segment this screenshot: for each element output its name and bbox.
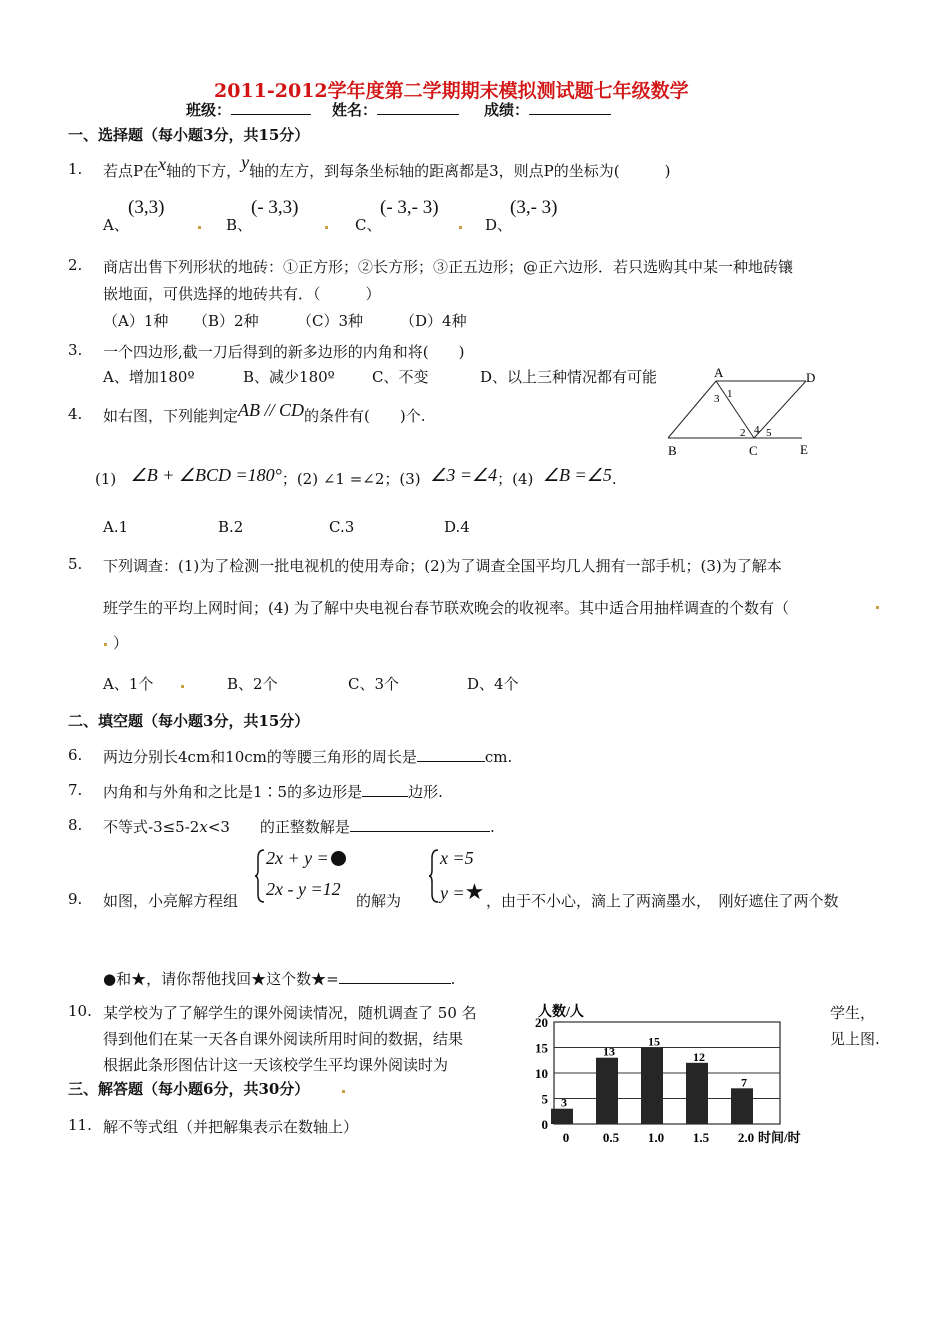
q4-number: 4. [68, 405, 83, 423]
section-fill-heading: 二、填空题（每小题3分，共15分） [68, 712, 310, 730]
q9-line2: ●和★，请你帮他找回★这个数★= . [103, 970, 456, 988]
q5-line2: 班学生的平均上网时间；(4) 为了解中央电视台春节联欢晚会的收视率。其中适合用抽样调查的个数有（ [103, 599, 790, 617]
q9-text-end: ，由于不小心，滴上了两滴墨水， 刚好遮住了两个数 [486, 892, 839, 910]
chart-y-tick-label: 10 [535, 1066, 548, 1081]
chart-bar [596, 1058, 618, 1124]
chart-data-label: 3 [561, 1095, 567, 1110]
chart-bars [551, 1035, 754, 1146]
q2-line1: 商店出售下列形状的地砖：①正方形；②长方形；③正五边形；@正六边形．若只选购其中某一种地砖镶 [103, 258, 794, 276]
q2-option-a[interactable]: （A）1种 [103, 312, 169, 330]
ink-dot [459, 226, 462, 229]
chart-data-label: 15 [648, 1034, 660, 1049]
q9-answer-blank[interactable] [339, 969, 451, 984]
name-label: 姓名： [332, 101, 378, 119]
q5-option-a[interactable]: A、1个 [103, 675, 154, 693]
score-field [484, 99, 611, 120]
ink-dot [325, 226, 328, 229]
label-a: A [714, 366, 724, 380]
q11-text: 解不等式组（并把解集表示在数轴上） [103, 1118, 359, 1136]
angle-label-5: 5 [766, 427, 772, 439]
class-blank[interactable] [231, 100, 311, 115]
angle-label-1: 1 [727, 388, 733, 400]
class-label: 班级： [186, 101, 232, 119]
chart-y-tick-label: 20 [535, 1015, 548, 1030]
ink-dot [198, 226, 201, 229]
q9-equation-2: 2x - y =12 [266, 879, 341, 899]
q9-text-mid: 的解为 [356, 892, 402, 910]
left-brace-icon [254, 848, 266, 904]
q1-option-a-value: (3,3) [128, 197, 165, 218]
q10-line1-tail: 学生， [830, 1004, 876, 1022]
chart-data-label: 12 [693, 1049, 705, 1064]
q1-option-d-value: (3,- 3) [510, 197, 558, 218]
q2-number: 2. [68, 256, 83, 274]
label-d: D [806, 370, 816, 385]
line-ab [668, 381, 716, 438]
q3-option-c[interactable]: C、不变 [372, 368, 429, 386]
q9-number: 9. [68, 890, 83, 908]
angle-label-3: 3 [714, 393, 720, 405]
chart-y-axis-title: 人数/人 [538, 1005, 584, 1020]
page-title: 2011-2012学年度第二学期期末模拟测试题七年级数学 [214, 80, 689, 102]
q4-option-b[interactable]: B.2 [218, 518, 244, 536]
label-b: B [668, 443, 677, 458]
q2-line2: 嵌地面，可供选择的地砖共有．（ ） [103, 285, 381, 303]
q5-option-b[interactable]: B、2个 [227, 675, 278, 693]
angle-label-2: 2 [740, 427, 746, 439]
q6-text: 两边分别长4cm和10cm的等腰三角形的周长是 cm. [103, 748, 513, 766]
chart-bar [551, 1109, 573, 1124]
q8-number: 8. [68, 816, 83, 834]
angle-label-4: 4 [754, 424, 760, 436]
q1-text: 若点P在x轴的下方，y轴的左方，到每条坐标轴的距离都是3，则点P的坐标为( ) [103, 152, 671, 180]
q5-number: 5. [68, 555, 83, 573]
q7-text: 内角和与外角和之比是1∶5的多边形是 边形. [103, 783, 443, 801]
q1-option-c-value: (- 3,- 3) [380, 197, 439, 218]
q10-line1: 某学校为了了解学生的课外阅读情况，随机调查了 50 名 [103, 1004, 477, 1022]
q4-text: 如右图，下列能判定AB // CD的条件有( )个. [103, 400, 426, 425]
score-label: 成绩： [484, 101, 530, 119]
ink-dot [104, 643, 107, 646]
q5-line1: 下列调查：(1)为了检测一批电视机的使用寿命；(2)为了调查全国平均几人拥有一部手机；(3)为了解本 [103, 557, 782, 575]
q9-solution-x: x =5 [440, 848, 474, 868]
q9-equation-1: 2x + y = [266, 848, 346, 869]
chart-bar [731, 1088, 753, 1124]
q10-number: 10. [68, 1002, 92, 1020]
chart-x-tick-label: 0.5 [602, 1130, 620, 1145]
q10-line2-tail: 见上图. [830, 1030, 880, 1048]
chart-y-tick-label: 5 [541, 1091, 548, 1107]
q3-option-b[interactable]: B、减少180º [243, 368, 335, 386]
chart-x-axis-title: 时间/时 [758, 1130, 801, 1145]
q5-option-d[interactable]: D、4个 [467, 675, 519, 693]
q8-text: 不等式-3≤5-2x<3 的正整数解是 . [103, 818, 495, 836]
q2-option-d[interactable]: （D）4种 [400, 312, 467, 330]
q1-option-a-label[interactable]: A、 [103, 216, 129, 234]
name-field [332, 99, 459, 120]
q2-option-c[interactable]: （C）3种 [297, 312, 364, 330]
section-solve-heading: 三、解答题（每小题6分，共30分） [68, 1080, 310, 1098]
ink-dot [342, 1090, 345, 1093]
q1-option-b-label[interactable]: B、 [226, 216, 253, 234]
chart-bar [641, 1048, 663, 1125]
label-e: E [800, 442, 808, 457]
label-c: C [749, 443, 758, 458]
chart-data-label: 13 [603, 1044, 615, 1059]
q1-option-b-value: (- 3,3) [251, 197, 299, 218]
line-ac [716, 381, 754, 438]
chart-data-label: 7 [741, 1075, 747, 1090]
q6-answer-blank[interactable] [417, 747, 485, 762]
q5-option-c[interactable]: C、3个 [348, 675, 400, 693]
chart-x-tick-label: 0 [562, 1130, 570, 1145]
chart-y-tick-label: 15 [535, 1040, 548, 1056]
q7-number: 7. [68, 781, 83, 799]
ink-blot-circle-icon [331, 851, 346, 866]
class-field [186, 99, 311, 120]
q9-text-start: 如图，小亮解方程组 [103, 892, 239, 910]
q11-number: 11. [68, 1116, 92, 1134]
q1-option-d-label[interactable]: D、 [485, 216, 513, 234]
name-blank[interactable] [377, 100, 459, 115]
q4-conditions: (1) ∠B + ∠BCD =180°；(2) ∠1 =∠2；(3) ∠3 =∠4；(4) ∠B =∠5. [95, 465, 617, 488]
chart-x-tick-label: 1.0 [647, 1130, 665, 1145]
chart-x-tick-label: 1.5 [692, 1130, 710, 1145]
chart-x-tick-label: 2.0 [737, 1130, 755, 1145]
left-brace-icon [428, 848, 440, 904]
q3-text: 一个四边形,截一刀后得到的新多边形的内角和将( ) [103, 343, 465, 361]
parallel-lines-figure [660, 366, 830, 464]
q10-line3: 根据此条形图估计这一天该校学生平均课外阅读时为 [103, 1056, 449, 1074]
chart-y-tick-label: 0 [541, 1117, 548, 1132]
q8-answer-blank[interactable] [350, 817, 490, 832]
q6-number: 6. [68, 746, 83, 764]
q10-line2: 得到他们在某一天各自课外阅读所用时间的数据，结果 [103, 1030, 464, 1048]
q3-option-a[interactable]: A、增加180º [103, 368, 195, 386]
chart-bar [686, 1063, 708, 1124]
q2-option-b[interactable]: （B）2种 [193, 312, 259, 330]
section-choice-heading: 一、选择题（每小题3分，共15分） [68, 126, 310, 144]
q9-solution-y: y =★ [440, 879, 485, 904]
ink-blot-star-icon: ★ [464, 879, 485, 904]
q7-answer-blank[interactable] [362, 782, 408, 797]
q1-option-c-label[interactable]: C、 [355, 216, 382, 234]
q4-option-c[interactable]: C.3 [329, 518, 355, 536]
q3-option-d[interactable]: D、以上三种情况都有可能 [480, 368, 658, 386]
reading-time-bar-chart [530, 998, 820, 1150]
line-dc [754, 381, 806, 438]
q4-option-d[interactable]: D.4 [444, 518, 470, 536]
q4-option-a[interactable]: A.1 [103, 518, 129, 536]
q1-number: 1. [68, 160, 83, 178]
score-blank[interactable] [529, 100, 611, 115]
q4-condition: AB // CD [238, 400, 305, 420]
q3-number: 3. [68, 341, 83, 359]
q5-line3: ） [113, 634, 129, 652]
ink-dot [876, 606, 879, 609]
ink-dot [181, 685, 184, 688]
